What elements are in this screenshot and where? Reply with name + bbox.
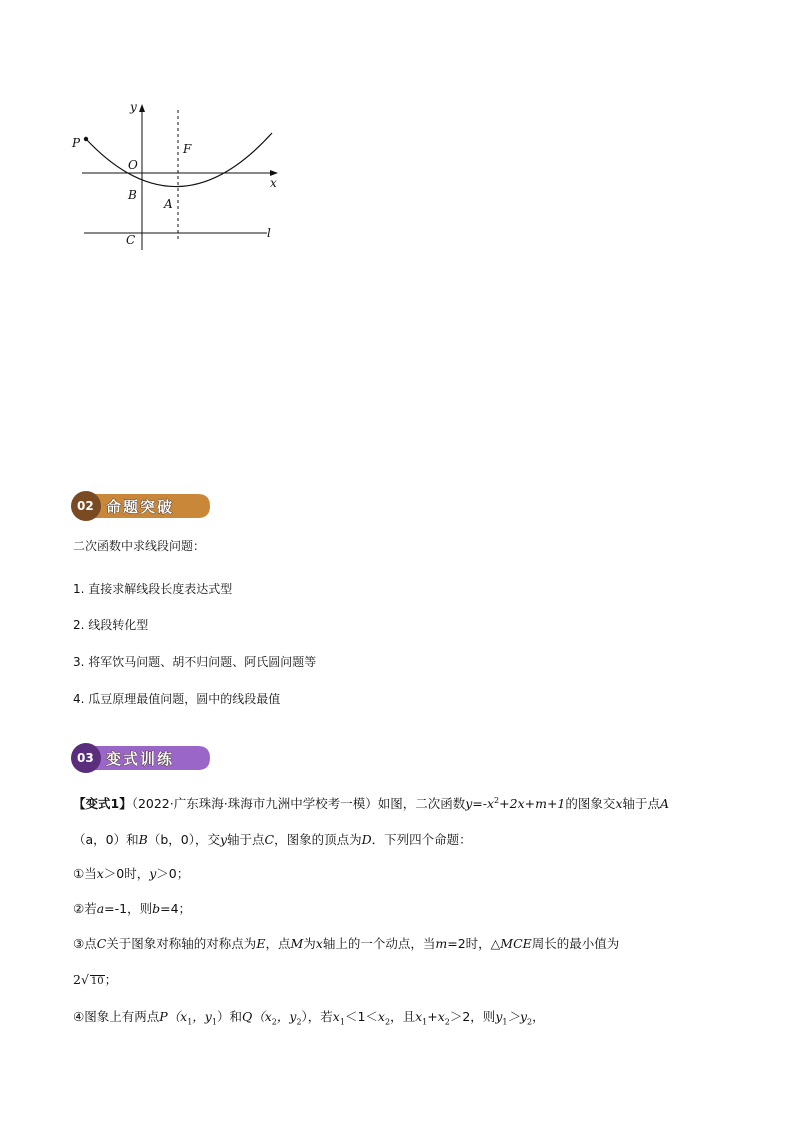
problem-line-2: （a，0）和B（b，0），交y轴于点C，图象的顶点为D．下列四个命题： <box>73 832 472 847</box>
label-b: B <box>128 188 137 202</box>
parabola-figure <box>62 95 292 260</box>
list-item-1: 1. 直接求解线段长度表达式型 <box>73 582 233 596</box>
label-x: x <box>270 176 277 190</box>
parabola-curve <box>86 133 272 187</box>
label-p: P <box>72 136 81 150</box>
point-p-dot <box>84 137 88 141</box>
statement-3: ③点C关于图象对称轴的对称点为E，点M为x轴上的一个动点，当m=2时，△MCE周长的最小值为 <box>73 936 620 951</box>
label-y: y <box>130 100 137 114</box>
list-item-3: 3. 将军饮马问题、胡不归问题、阿氏圆问题等 <box>73 655 317 669</box>
label-a: A <box>164 197 173 211</box>
problem-tag: 【变式1】 <box>73 796 132 811</box>
section-03-badge <box>70 742 210 774</box>
statement-2: ②若a=-1，则b=4； <box>73 901 192 916</box>
problem-source: （2022·广东珠海·珠海市九洲中学校考一模） <box>131 796 378 811</box>
section-2-intro: 二次函数中求线段问题： <box>73 539 206 553</box>
sqrt-radicand: 10 <box>90 976 104 987</box>
list-item-4: 4. 瓜豆原理最值问题，圆中的线段最值 <box>73 692 281 706</box>
statement-4: ④图象上有两点$P(x_1$，$y_1$）和$Q(x_2$，$y_2$），若$x_1<1<x_2$，且$x_1+x_2>2$，则$y_1>y_2$， <box>73 1009 545 1027</box>
badge-03-title: 变式训练 <box>106 750 175 768</box>
statement-3-value: 2√ 10； <box>73 972 118 987</box>
label-c: C <box>126 233 136 247</box>
label-l: l <box>267 226 271 240</box>
badge-02-number: 02 <box>77 499 94 513</box>
problem-line-1: 【变式1】（2022·广东珠海·珠海市九洲中学校考一模）如图，二次函数$y=-x^2+2x+m+1$的图象交x轴于点A <box>73 795 669 811</box>
label-o: O <box>128 158 138 172</box>
statement-1: ①当x＞0时，y＞0； <box>73 866 190 881</box>
badge-02-title: 命题突破 <box>106 498 175 516</box>
y-axis-arrow <box>139 104 145 112</box>
label-f: F <box>183 142 192 156</box>
list-item-2: 2. 线段转化型 <box>73 618 149 632</box>
section-02-badge <box>70 490 210 522</box>
badge-03-number: 03 <box>77 751 94 765</box>
